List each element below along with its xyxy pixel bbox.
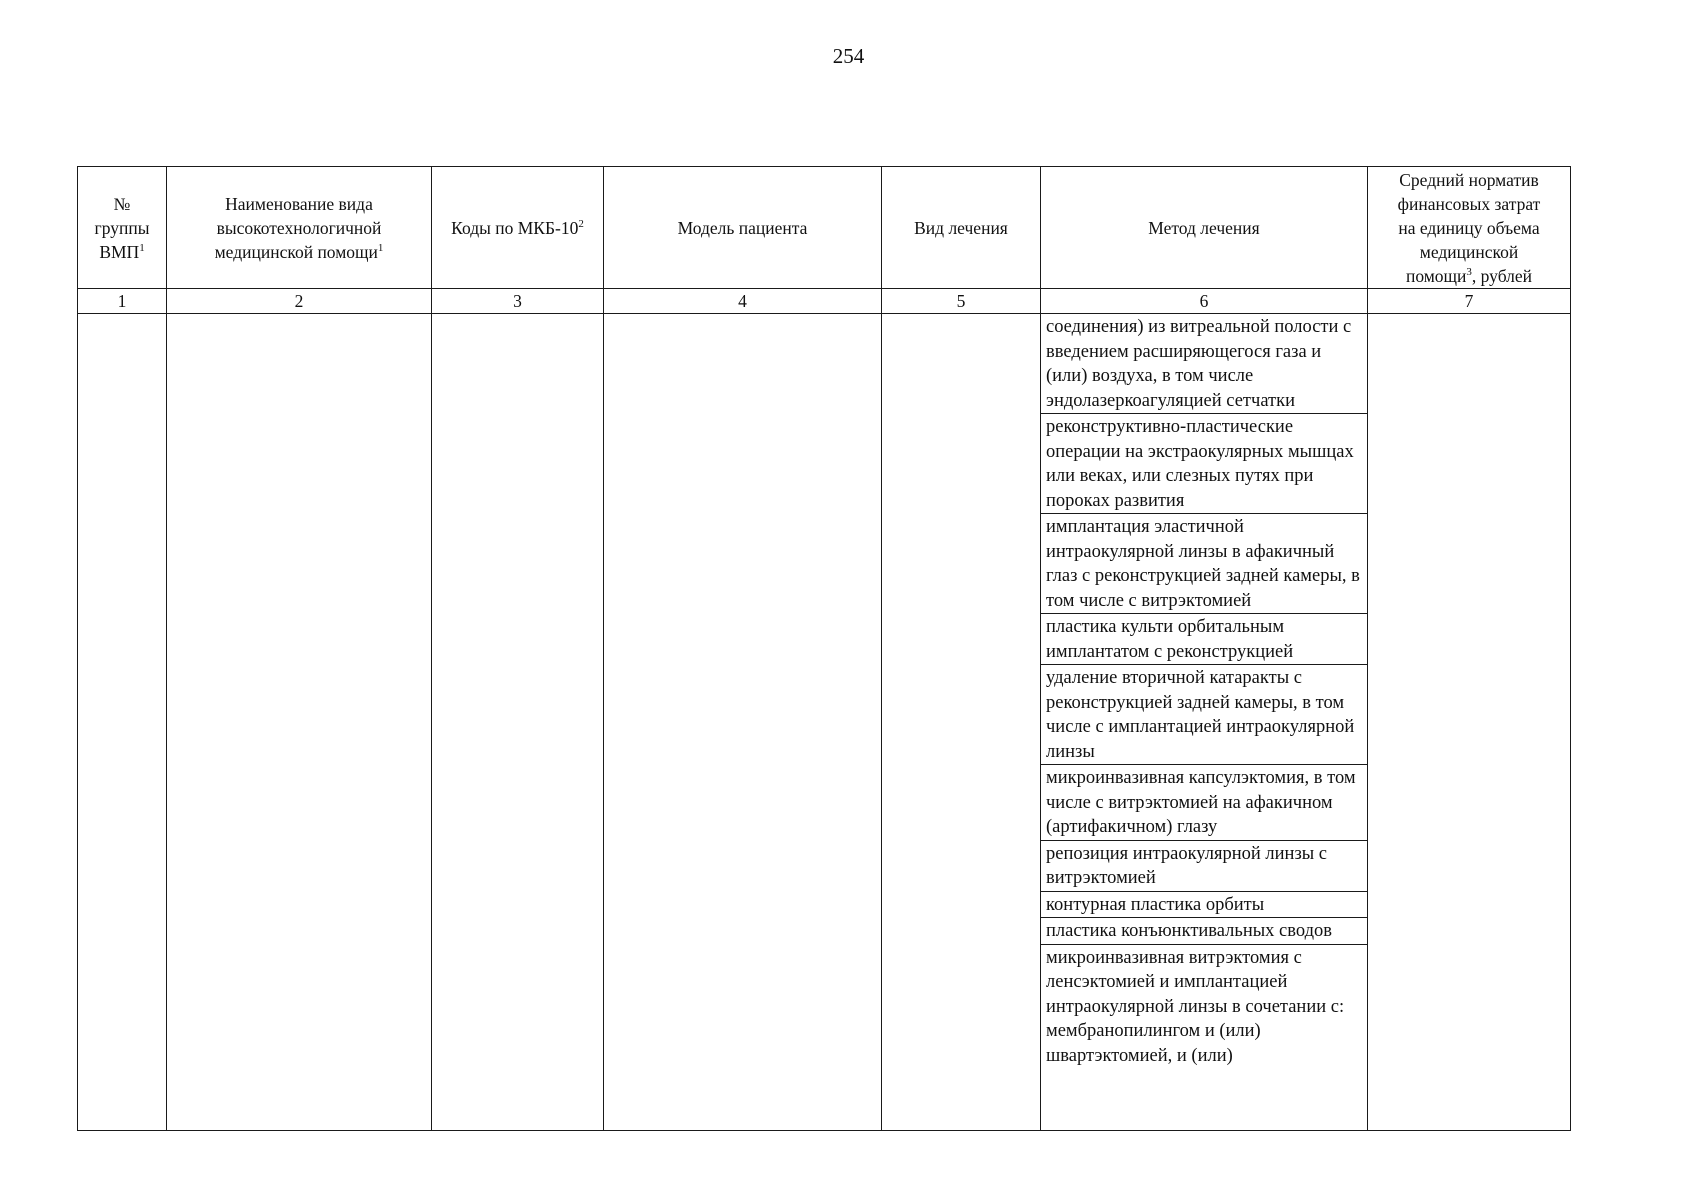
header-cost-line4: медицинской [1419, 241, 1519, 262]
header-icd-codes-text: Коды по МКБ-10 [451, 217, 579, 238]
column-number: 2 [167, 289, 432, 314]
header-care-type-name [167, 167, 432, 289]
column-number-row [78, 289, 1571, 314]
method-item: репозиция интраокулярной линзы с витрэктомией [1041, 841, 1367, 892]
header-group-number-line3: ВМП [99, 241, 140, 262]
cost-standard-cell [1368, 314, 1571, 1131]
page-number: 254 [832, 44, 865, 68]
header-group-number-line1: № [113, 193, 131, 214]
method-item: контурная пластика орбиты [1041, 892, 1367, 919]
header-treatment-type [882, 167, 1041, 289]
method-item: пластика конъюнктивальных сводов [1041, 918, 1367, 945]
header-treatment-method [1041, 167, 1368, 289]
header-cost-line3: на единицу объема [1398, 217, 1540, 238]
method-item: имплантация эластичной интраокулярной линзы в афакичный глаз с реконструкцией задней камеры, в том числе с витрэктомией [1041, 514, 1367, 614]
method-item: микроинвазивная витрэктомия с ленсэктомией и имплантацией интраокулярной линзы в сочетании с: мембранопилингом и (или) швартэктомией, и (или) [1046, 947, 1345, 1066]
method-item: микроинвазивная капсулэктомия, в том числе с витрэктомией на афакичном (артифакичном) глазу [1041, 765, 1367, 841]
treatment-methods-cell [1041, 314, 1368, 1131]
header-group-number-line2: группы [94, 217, 150, 238]
header-icd-codes [432, 167, 604, 289]
column-number: 3 [432, 289, 604, 314]
header-cost-line2: финансовых затрат [1397, 193, 1541, 214]
footnote-marker: 1 [139, 241, 145, 254]
footnote-marker: 3 [1466, 265, 1472, 278]
vmp-table [77, 166, 1571, 1131]
header-cost-line1: Средний норматив [1399, 169, 1539, 190]
method-item: соединения) из витреальной полости с введением расширяющегося газа и (или) воздуха, в том числе эндолазеркоагуляцией сетчатки [1041, 314, 1367, 414]
patient-model-cell [604, 314, 882, 1131]
header-group-number [78, 167, 167, 289]
footnote-marker: 2 [578, 217, 584, 230]
group-number-cell [78, 314, 167, 1131]
header-cost-standard [1368, 167, 1571, 289]
table-row [78, 314, 1571, 1131]
method-item: удаление вторичной катаракты с реконструкцией задней камеры, в том числе с имплантацией интраокулярной линзы [1041, 665, 1367, 765]
footnote-marker: 1 [377, 241, 384, 254]
column-number: 7 [1368, 289, 1571, 314]
header-treatment-method-text: Метод лечения [1148, 217, 1260, 238]
method-item: пластика культи орбитальным имплантатом с реконструкцией [1041, 614, 1367, 665]
icd-codes-cell [432, 314, 604, 1131]
method-item: реконструктивно-пластические операции на экстраокулярных мышцах или веках, или слезных путях при пороках развития [1041, 414, 1367, 514]
header-treatment-type-text: Вид лечения [914, 217, 1008, 238]
column-number: 1 [78, 289, 167, 314]
care-type-cell [167, 314, 432, 1131]
header-care-type-line1: Наименование вида [225, 193, 373, 214]
column-number: 6 [1041, 289, 1368, 314]
header-care-type-line2: высокотехнологичной [216, 217, 382, 238]
column-number: 5 [882, 289, 1041, 314]
header-row [78, 167, 1571, 289]
column-number: 4 [604, 289, 882, 314]
treatment-type-cell [882, 314, 1041, 1131]
header-cost-line5a: помощи [1405, 265, 1467, 286]
header-cost-line5b: , рублей [1471, 265, 1533, 286]
header-patient-model-text: Модель пациента [677, 217, 808, 238]
header-patient-model [604, 167, 882, 289]
header-care-type-line3: медицинской помощи [214, 241, 378, 262]
